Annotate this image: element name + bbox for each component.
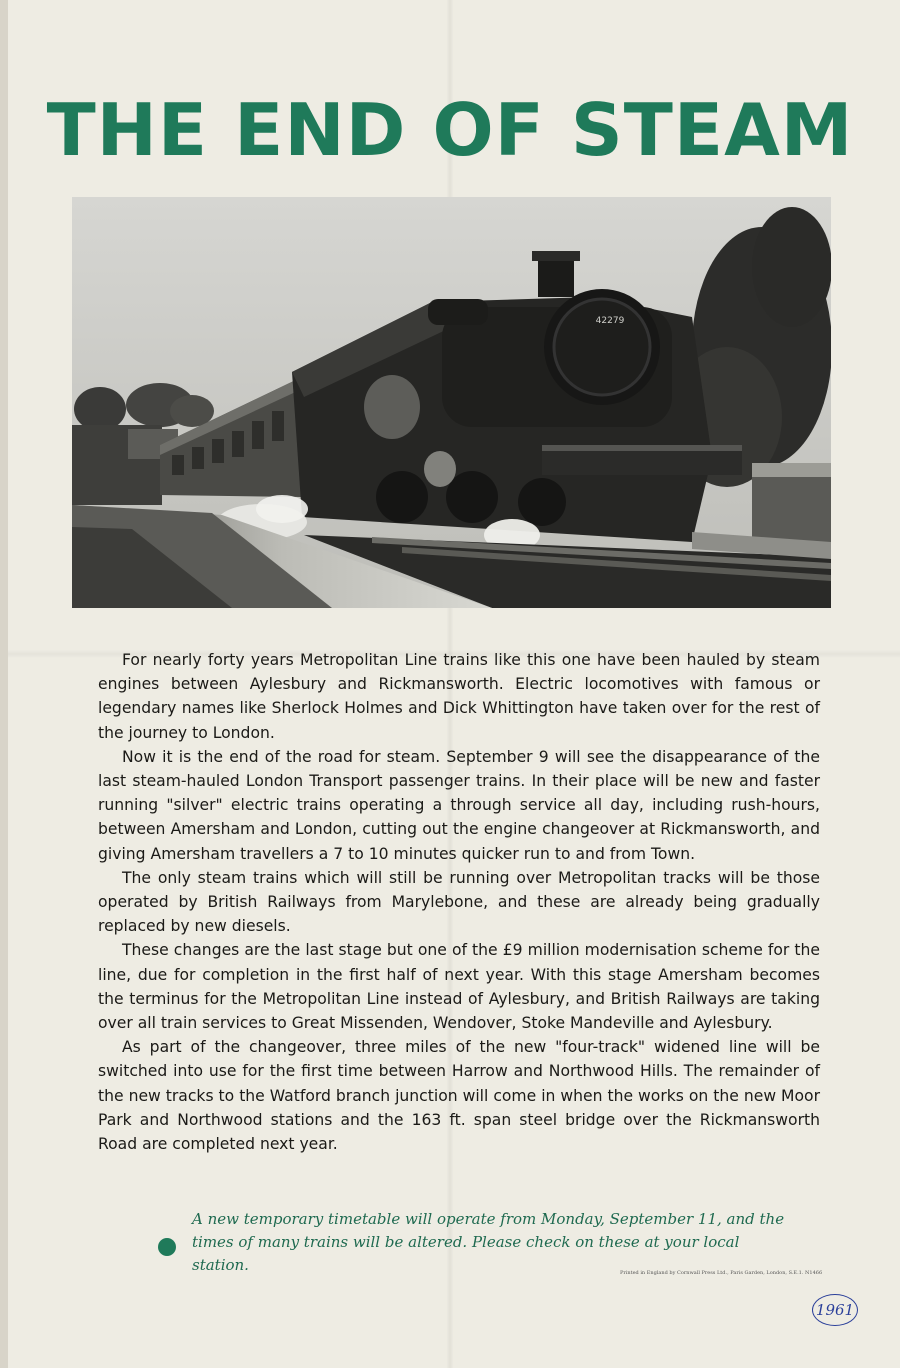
paragraph-2: Now it is the end of the road for steam. September 9 will see the disappearance of the last steam-hauled London Transport passenger trains. In their place will be new and faster running "silver" electric trains operating a through service all day, including rush-hours, between Amersham and London, cutting out the engine changeover at Rickmansworth, and giving Amersham travellers a 7 to 10 minutes quicker run to and from Town. [98,747,820,863]
paragraph-4: These changes are the last stage but one of the £9 million modernisation scheme for the line, due for completion in the first half of next year. With this stage Amersham becomes the terminus for the Metropolitan Line instead of Aylesbury, and British Railways are taking over all train services to Great Missenden, Wendover, Stoke Mandeville and Aylesbury. [98,941,820,1033]
notice-text: A new temporary timetable will operate from Monday, September 11, and the times of many trains will be altered. Please check on these at your local station. [192,1210,785,1274]
handwritten-year: 1961 [812,1294,858,1326]
locomotive-photo [72,197,831,608]
paper-edge [0,0,8,1368]
locomotive-number: 42279 [595,316,625,326]
paragraph-5: As part of the changeover, three miles of the new "four-track" widened line will be switched into use for the first time between Harrow and Northwood Hills. The remainder of the new tracks to the Watford branch junction will come in when the works on the new Moor Park and Northwood stations and the 163 ft. span steel bridge over the Rickmansworth Road are completed next year. [98,1038,820,1154]
paragraph-1: For nearly forty years Metropolitan Line trains like this one have been hauled by steam engines between Aylesbury and Rickmansworth. Electric locomotives with famous or legendary names like Sherlock Holmes and Dick Whittington have taken over for the rest of the journey to London. [98,651,820,742]
printer-imprint: Printed in England by Cornwall Press Ltd., Paris Garden, London, S.E.1. N1466 [620,1270,823,1276]
poster-title: THE END OF STEAM [46,88,854,172]
bullet-icon [158,1238,176,1256]
paragraph-3: The only steam trains which will still be running over Metropolitan tracks will be those operated by British Railways from Marylebone, and these are already being gradually replaced by new diesels. [98,868,820,936]
locomotive-photo-graphic [72,197,831,608]
body-text [98,648,820,1156]
